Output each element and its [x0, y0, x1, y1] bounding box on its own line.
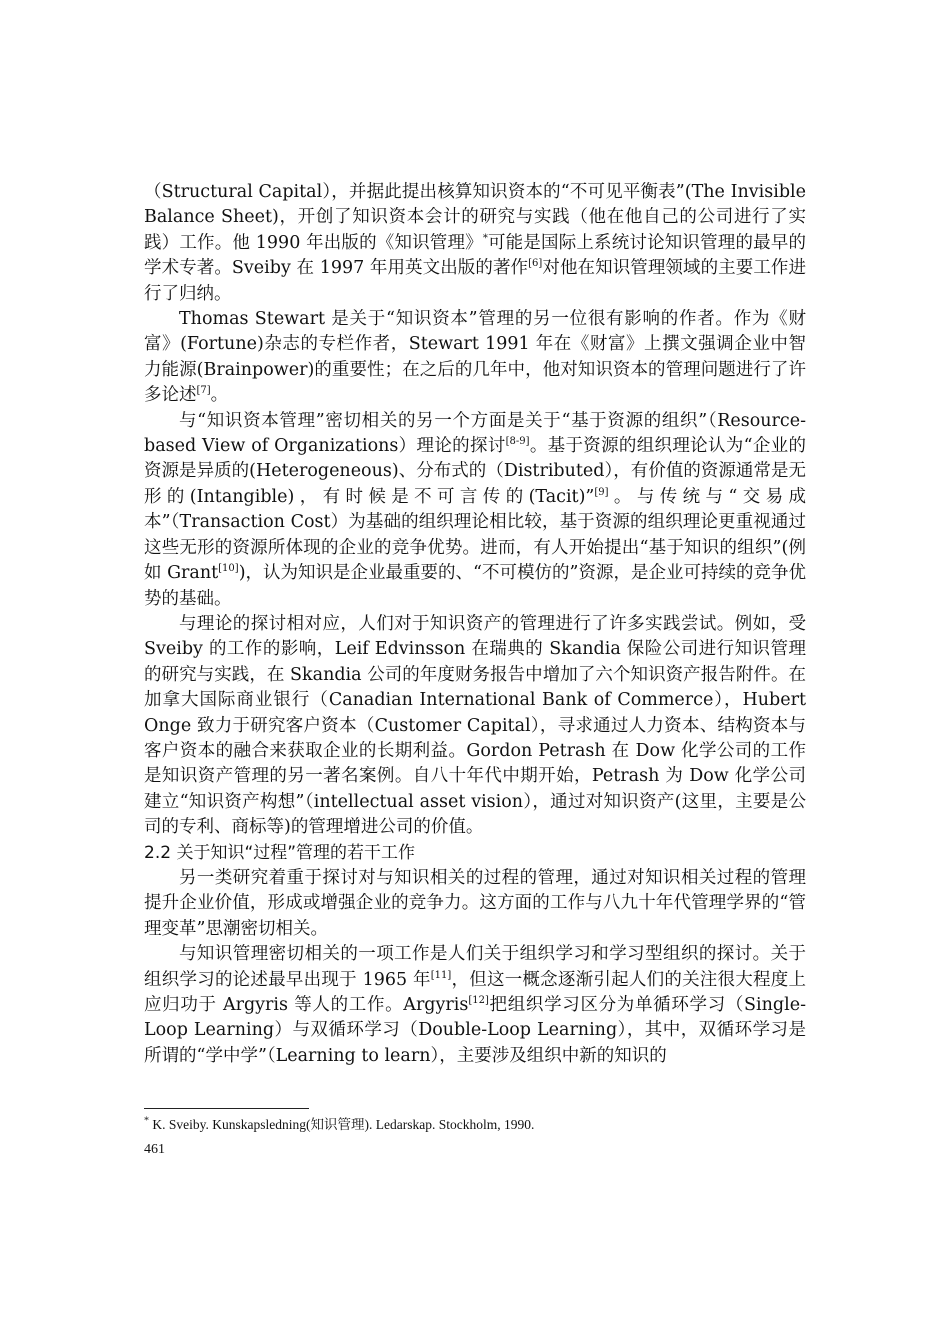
footnote-marker: * — [144, 1115, 149, 1127]
paragraph-5: 另一类研究着重于探讨对与知识相关的过程的管理，通过对知识相关过程的管理提升企业价值，形成或增强企业的竞争力。这方面的工作与八九十年代管理学界的“管理变革”思潮密切相关。 — [144, 867, 806, 939]
text-run: 对他在知识管理领域的主要工作进行了归纳。 — [144, 258, 807, 304]
citation-ref: [10] — [218, 563, 239, 575]
text-run: （Structural Capital），并据此提出核算知识资本的“不可见平衡表”(The Invisible Balance Sheet)，开创了知识资本会计的研究与实践（他在他自己的公司进行了实践）工作。他 1990 年出版的《知识管理》 — [144, 182, 806, 253]
footnote-text: K. Sveiby. Kunskapsledning(知识管理). Ledarskap. Stockholm, 1990. — [149, 1117, 535, 1132]
citation-ref: [8-9] — [505, 436, 530, 448]
text-run: 。基于资源的组织理论认为“企业的资源是异质的(Heterogeneous)、分布式的（Distributed），有价值的资源通常是无形的(Intangible)，有时候是不可言传的(Tacit)” — [144, 436, 806, 507]
paragraph-1 — [144, 180, 806, 307]
text-run: Thomas Stewart 是关于“知识资本”管理的另一位很有影响的作者。作为《财富》(Fortune)杂志的专栏作者，Stewart 1991 年在《财富》上撰文强调企业中智力能源(Brainpower)的重要性；在之后的几年中，他对知识资本的管理问题进行了许多论述 — [144, 309, 806, 406]
footnote-marker: * — [482, 232, 488, 244]
citation-ref: [6] — [528, 258, 543, 270]
text-run: )，认为知识是企业最重要的、“不可模仿的”资源，是企业可持续的竞争优势的基础。 — [144, 563, 806, 609]
page-number: 461 — [144, 1142, 165, 1157]
text-run: 。与传统与“交易成本”（Transaction Cost）为基础的组织理论相比较，基于资源的组织理论更重视通过这些无形的资源所体现的企业的竞争优势。进而，有人开始提出“基于知识的组织”(例如 Grant — [144, 486, 806, 584]
paragraph-6 — [144, 942, 806, 1069]
text-run: 把组织学习区分为单循环学习（Single-Loop Learning）与双循环学习（Double-Loop Learning），其中，双循环学习是所谓的“学中学”（Learning to learn），主要涉及组织中新的知识的 — [144, 995, 806, 1066]
footnote — [144, 1115, 806, 1135]
paragraph-2 — [144, 307, 806, 409]
footnote-rule — [144, 1108, 309, 1109]
paragraph-4: 与理论的探讨相对应，人们对于知识资产的管理进行了许多实践尝试。例如，受 Sveiby 的工作的影响，Leif Edvinsson 在瑞典的 Skandia 保险公司进行知识管理的研究与实践，在 Skandia 公司的年度财务报告中增加了六个知识资产报告附件。在加拿大国际商业银行（Canadian International Bank of Commerce），Hubert Onge 致力于研究客户资本（Customer Capital），寻求通过人力资本、结构资本与客户资本的融合来获取企业的长期利益。Gordon Petrash 在 Dow 化学公司的工作是知识资产管理的另一著名案例。自八十年代中期开始，Petrash 为 Dow 化学公司建立“知识资产构想”（intellectual asset vision），通过对知识资产(这里，主要是公司的专利、商标等)的管理增进公司的价值。 — [144, 613, 806, 838]
text-run: ，但这一概念逐渐引起人们的关注很大程度上应归功于 Argyris 等人的工作。Argyris — [144, 969, 806, 1015]
text-run: 。 — [210, 385, 229, 406]
citation-ref: [7] — [196, 385, 211, 397]
body-text — [144, 180, 806, 1069]
text-run: 与“知识资本管理”密切相关的另一个方面是关于“基于资源的组织”（Resource-based View of Organizations）理论的探讨 — [144, 410, 806, 457]
paragraph-3 — [144, 409, 806, 612]
text-run: 与知识管理密切相关的一项工作是人们关于组织学习和学习型组织的探讨。关于组织学习的论述最早出现于 1965 年 — [144, 944, 806, 990]
citation-ref: [12] — [468, 995, 489, 1007]
text-run: 可能是国际上系统讨论知识管理的最早的学术专著。Sveiby 在 1997 年用英文出版的著作 — [144, 232, 806, 279]
citation-ref: [11] — [430, 969, 452, 981]
section-heading: 2.2 关于知识“过程”管理的若干工作 — [144, 842, 416, 863]
citation-ref: [9] — [594, 487, 609, 499]
